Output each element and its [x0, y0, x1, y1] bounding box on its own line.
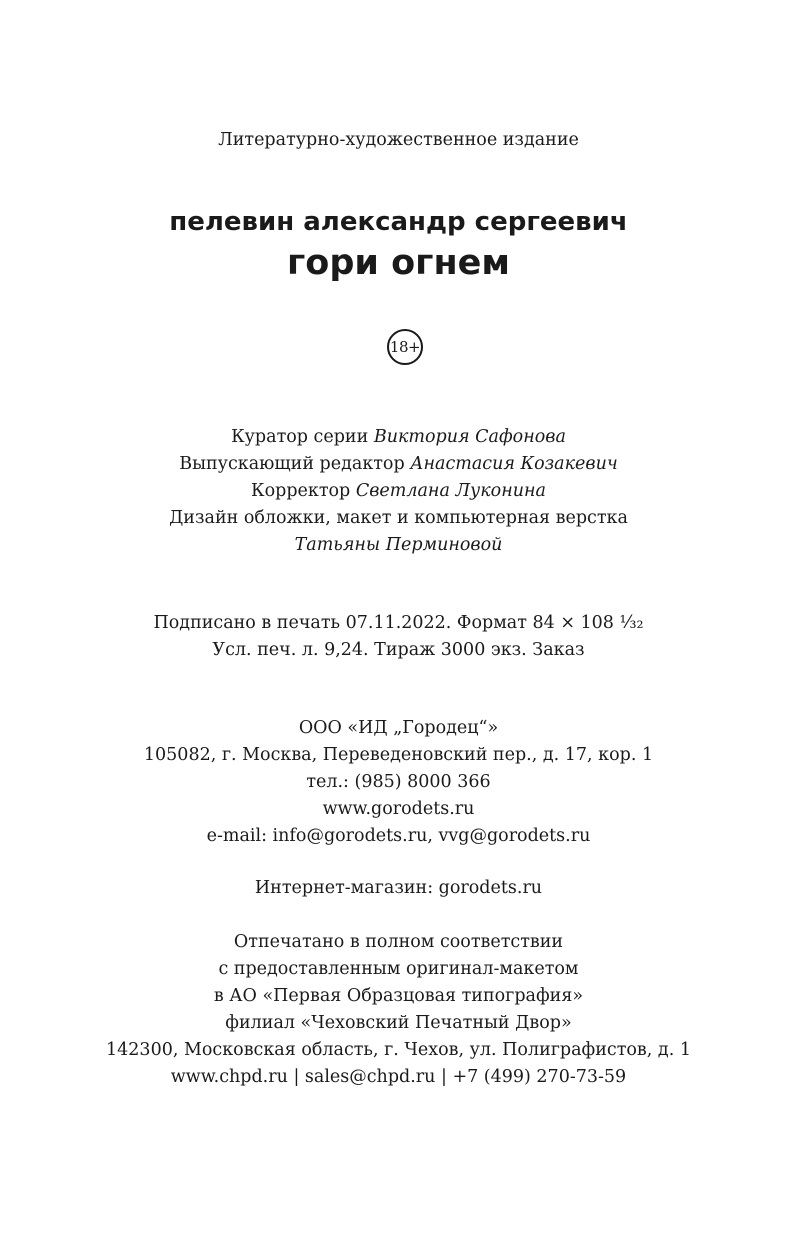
- credit-role: Куратор серии: [231, 427, 369, 447]
- printer-block: [0, 929, 797, 1091]
- publisher-address: 105082, г. Москва, Переведеновский пер., д. 17, кор. 1: [143, 745, 654, 765]
- credit-line-editor: [0, 451, 797, 478]
- credit-role: Выпускающий редактор: [179, 454, 405, 474]
- credit-line-proofreader: [0, 478, 797, 505]
- publisher-name: ООО «ИД „Городец“»: [298, 718, 499, 738]
- printer-line: www.chpd.ru | sales@chpd.ru | +7 (499) 270-73-59: [170, 1067, 627, 1087]
- online-shop-text: Интернет-магазин: gorodets.ru: [254, 878, 543, 898]
- book-title: гори огнем: [287, 243, 510, 283]
- printer-line: в АО «Первая Образцовая типография»: [213, 986, 584, 1006]
- credit-role: Дизайн обложки, макет и компьютерная верстка: [169, 508, 628, 528]
- print-info-line: Усл. печ. л. 9,24. Тираж 3000 экз. Заказ: [212, 640, 585, 660]
- edition-type: Литературно-художественное издание: [218, 130, 579, 150]
- author-name: пелевин александр сергеевич: [169, 207, 628, 237]
- publisher-block: [0, 715, 797, 850]
- credit-line-designer: [0, 532, 797, 559]
- publisher-website: www.gorodets.ru: [322, 799, 475, 819]
- print-info-block: [0, 610, 797, 664]
- printer-line: филиал «Чеховский Печатный Двор»: [225, 1013, 572, 1033]
- credits-block: [0, 424, 797, 559]
- publisher-phone: тел.: (985) 8000 366: [306, 772, 491, 792]
- credit-line-curator: [0, 424, 797, 451]
- publisher-email: e-mail: info@gorodets.ru, vvg@gorodets.ru: [206, 826, 591, 846]
- credit-line-design: [0, 505, 797, 532]
- credit-person: Татьяны Перминовой: [294, 535, 503, 555]
- credit-role: Корректор: [251, 481, 351, 501]
- credit-person: Анастасия Козакевич: [410, 454, 618, 474]
- online-shop-line: [0, 875, 797, 902]
- printer-line: с предоставленным оригинал-макетом: [218, 959, 579, 979]
- credit-person: Виктория Сафонова: [373, 427, 566, 447]
- print-info-line: Подписано в печать 07.11.2022. Формат 84 × 108 ¹⁄₃₂: [153, 613, 644, 633]
- printer-line: 142300, Московская область, г. Чехов, ул. Полиграфистов, д. 1: [106, 1040, 691, 1060]
- credit-person: Светлана Луконина: [355, 481, 546, 501]
- printer-line: Отпечатано в полном соответствии: [233, 932, 564, 952]
- age-rating-badge: 18+: [387, 329, 423, 365]
